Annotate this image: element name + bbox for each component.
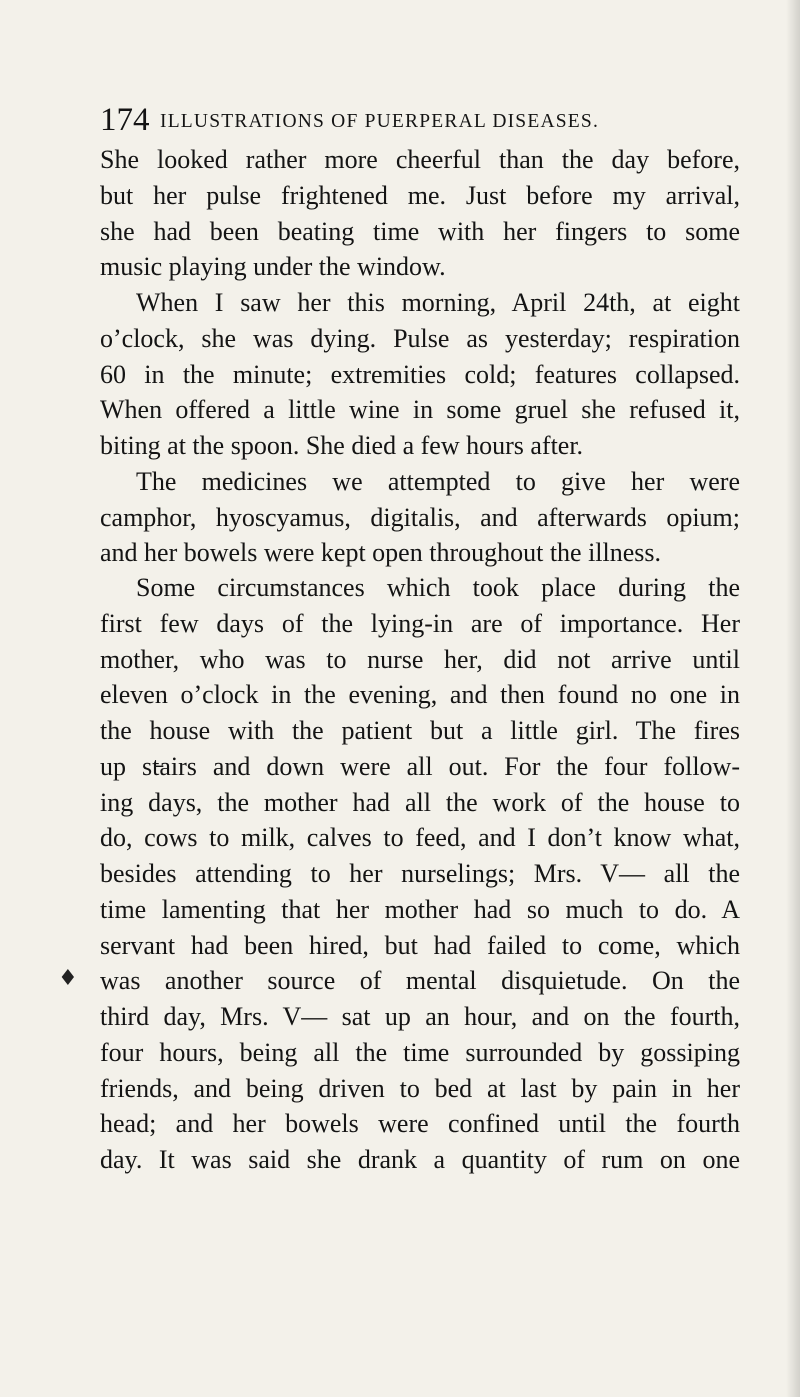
text-line: Some circumstances which took place during the [136,573,740,602]
text-line: When offered a little wine in some gruel she refused it, [100,395,740,425]
text-line: friends, and being driven to bed at last by pain in her [100,1073,740,1103]
text-line: was another source of mental disquietude. On the [100,966,740,996]
text-line: She looked rather more cheerful than the day before, [100,145,740,174]
text-line: o’clock, she was dying. Pulse as yesterday; respiration [100,323,740,353]
text-line: The medicines we attempted to give her were [136,466,740,496]
text-line: first few days of the lying-in are of importance. Her [100,608,740,638]
text-line: third day, Mrs. V— sat up an hour, and on the fourth, [100,1002,740,1031]
paragraph-4 [100,570,740,1178]
page-header [100,100,760,140]
text-line: head; and her bowels were confined until the fourth [100,1109,740,1139]
paragraph-1 [100,142,740,285]
text-line: camphor, hyoscyamus, digitalis, and afterwards opium; [100,502,740,532]
text-line: besides attending to her nurselings; Mrs. V— all the [100,859,740,888]
text-line: 60 in the minute; extremities cold; features collapsed. [100,359,740,389]
text-line: and her bowels were kept open throughout the illness. [100,538,662,568]
text-line: When I saw her this morning, April 24th, at eight [136,288,740,317]
text-line: do, cows to milk, calves to feed, and I don’t know what, [100,823,740,853]
text-line: music playing under the window. [100,252,446,282]
text-block-bottom [100,570,740,1178]
text-line: ing days, the mother had all the work of the house to [100,787,740,817]
text-line: mother, who was to nurse her, did not arrive until [100,644,740,674]
text-line: up st̵airs and down were all out. For the four follow- [100,751,740,781]
text-line: four hours, being all the time surrounded by gossiping [100,1037,740,1067]
text-line: biting at the spoon. She died a few hours after. [100,431,584,460]
margin-mark-icon: ♦ [58,966,78,991]
text-line: servant had been hired, but had failed to come, which [100,930,740,960]
text-line: she had been beating time with her fingers to some [100,216,740,246]
text-line: but her pulse frightened me. Just before my arrival, [100,180,740,210]
page-edge-shadow [786,0,800,1397]
text-line: time lamenting that her mother had so much to do. A [100,894,740,924]
paragraph-2 [100,285,740,464]
running-head: ILLUSTRATIONS OF PUERPERAL DISEASES. [160,111,600,132]
text-line: eleven o’clock in the evening, and then found no one in [100,680,740,710]
text-block-top [100,142,740,571]
page-number: 174 [100,102,150,138]
paragraph-3 [100,464,740,571]
text-line: the house with the patient but a little girl. The fires [100,716,740,745]
text-line: day. It was said she drank a quantity of rum on one [100,1145,740,1174]
